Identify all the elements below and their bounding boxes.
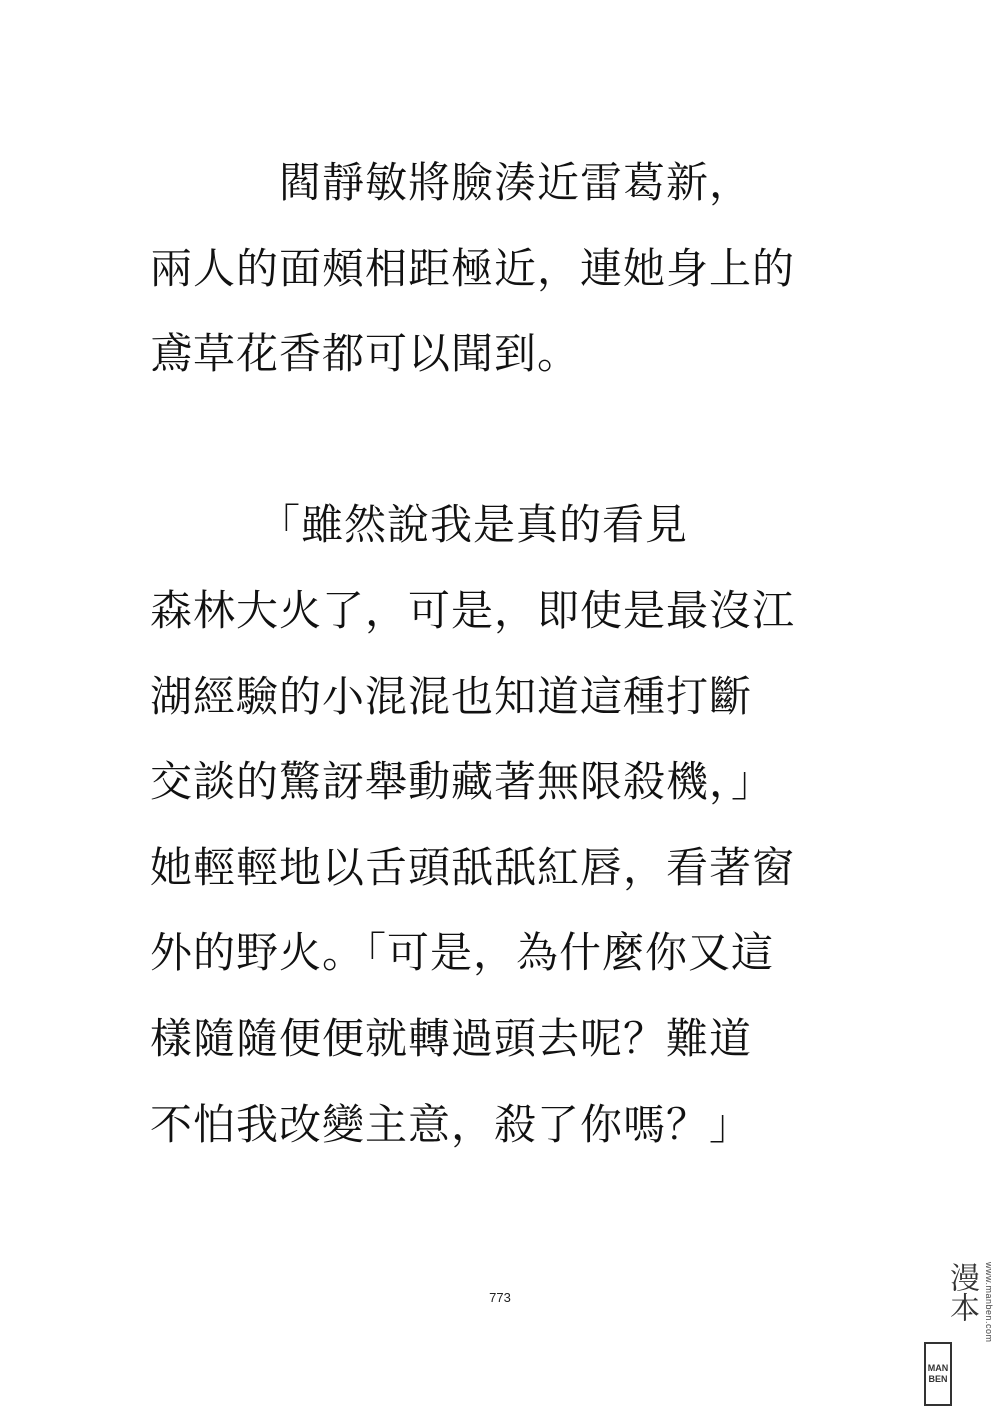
text-line: 鳶草花香都可以聞到。 [150, 329, 581, 379]
blank-line [150, 397, 870, 483]
text-line: 她輕輕地以舌頭舐舐紅唇，看著窗 [150, 842, 796, 892]
text-line: 閻靜敏將臉湊近雷葛新， [150, 158, 753, 207]
watermark-box-line1: MAN [927, 1363, 949, 1373]
body-text [150, 140, 870, 1167]
text-line: 「雖然說我是真的看見 [150, 500, 689, 550]
watermark-box [924, 1342, 952, 1406]
text-line: 樣隨隨便便就轉過頭去呢？難道 [150, 1013, 753, 1063]
watermark-big-text: 漫本 [944, 1262, 979, 1322]
page-number: 773 [489, 1290, 511, 1305]
watermark-box-line2: BEN [928, 1374, 948, 1384]
text-line: 不怕我改變主意，殺了你嗎？」 [150, 1099, 753, 1149]
watermark-logo [922, 1262, 994, 1408]
text-line: 交談的驚訝舉動藏著無限殺機，」 [150, 757, 775, 807]
text-line: 外的野火。「可是，為什麼你又這 [150, 928, 775, 978]
watermark-url: www.manben.com [984, 1262, 994, 1343]
text-line: 森林大火了，可是，即使是最沒江 [150, 585, 796, 635]
text-line: 湖經驗的小混混也知道這種打斷 [150, 671, 753, 721]
text-line: 兩人的面頰相距極近，連她身上的 [150, 243, 796, 293]
